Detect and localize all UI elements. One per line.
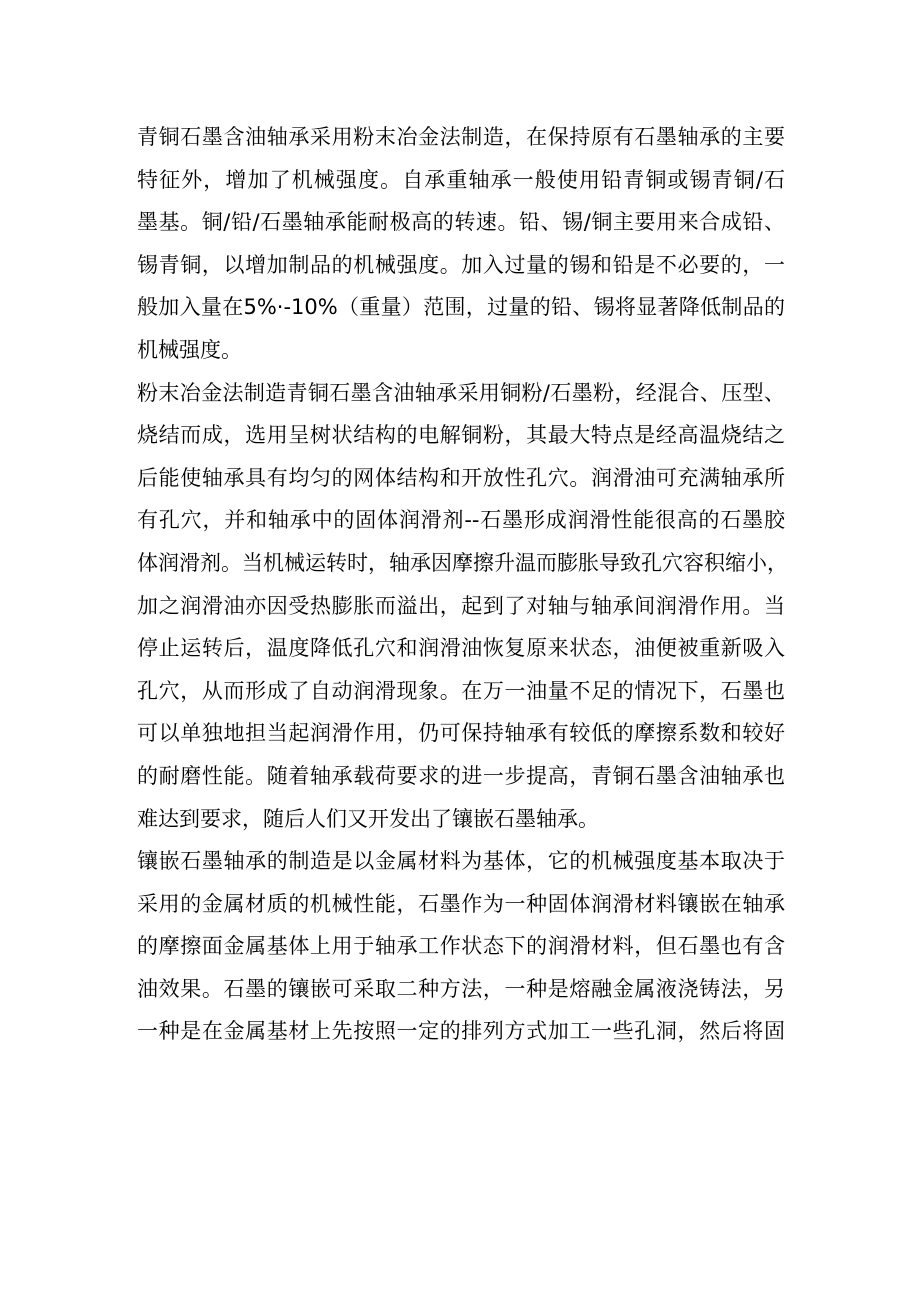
text-line: 墨基。铜/铅/石墨轴承能耐极高的转速。铅、锡/铜主要用来合成铅、 — [137, 210, 785, 235]
text-line: 一种是在金属基材上先按照一定的排列方式加工一些孔洞，然后将固 — [137, 1019, 785, 1044]
text-line: 的耐磨性能。随着轴承载荷要求的进一步提高，青铜石墨含油轴承也 — [137, 763, 785, 788]
text-line: 有孔穴，并和轴承中的固体润滑剂--石墨形成润滑性能很高的石墨胶 — [137, 508, 785, 533]
text-line: 油效果。石墨的镶嵌可采取二种方法，一种是熔融金属液浇铸法，另 — [137, 976, 785, 1001]
text-line: 加之润滑油亦因受热膨胀而溢出，起到了对轴与轴承间润滑作用。当 — [137, 593, 785, 618]
paragraph-2 — [137, 372, 788, 841]
text-line: 难达到要求，随后人们又开发出了镶嵌石墨轴承。 — [137, 806, 599, 831]
text-line: 的摩擦面金属基体上用于轴承工作状态下的润滑材料，但石墨也有含 — [137, 934, 785, 959]
text-line: 后能使轴承具有均匀的网体结构和开放性孔穴。润滑油可充满轴承所 — [137, 465, 785, 490]
text-line: 烧结而成，选用呈树状结构的电解铜粉，其最大特点是经高温烧结之 — [137, 423, 785, 448]
text-line: 特征外，增加了机械强度。自承重轴承一般使用铅青铜或锡青铜/石 — [137, 167, 785, 192]
text-line: 青铜石墨含油轴承采用粉末冶金法制造，在保持原有石墨轴承的主要 — [137, 125, 785, 149]
text-line: 停止运转后，温度降低孔穴和润滑油恢复原来状态，油便被重新吸入 — [137, 636, 785, 661]
text-line: 粉末冶金法制造青铜石墨含油轴承采用铜粉/石墨粉，经混合、压型、 — [137, 380, 785, 405]
text-line: 孔穴，从而形成了自动润滑现象。在万一油量不足的情况下，石墨也 — [137, 678, 785, 703]
text-line: 体润滑剂。当机械运转时，轴承因摩擦升温而膨胀导致孔穴容积缩小， — [137, 550, 788, 575]
text-line: 镶嵌石墨轴承的制造是以金属材料为基体，它的机械强度基本取决于 — [137, 849, 785, 874]
text-line: 采用的金属材质的机械性能，石墨作为一种固体润滑材料镶嵌在轴承 — [137, 891, 785, 916]
text-line: 机械强度。 — [137, 337, 242, 362]
paragraph-1 — [137, 116, 785, 372]
body-text — [137, 116, 788, 1053]
text-line: 可以单独地担当起润滑作用，仍可保持轴承有较低的摩擦系数和较好 — [137, 721, 785, 746]
text-line: 锡青铜，以增加制品的机械强度。加入过量的锡和铅是不必要的，一 — [137, 252, 785, 277]
paragraph-3 — [137, 840, 785, 1053]
text-line: 般加入量在5%·-10%（重量）范围，过量的铅、锡将显著降低制品的 — [137, 295, 785, 320]
